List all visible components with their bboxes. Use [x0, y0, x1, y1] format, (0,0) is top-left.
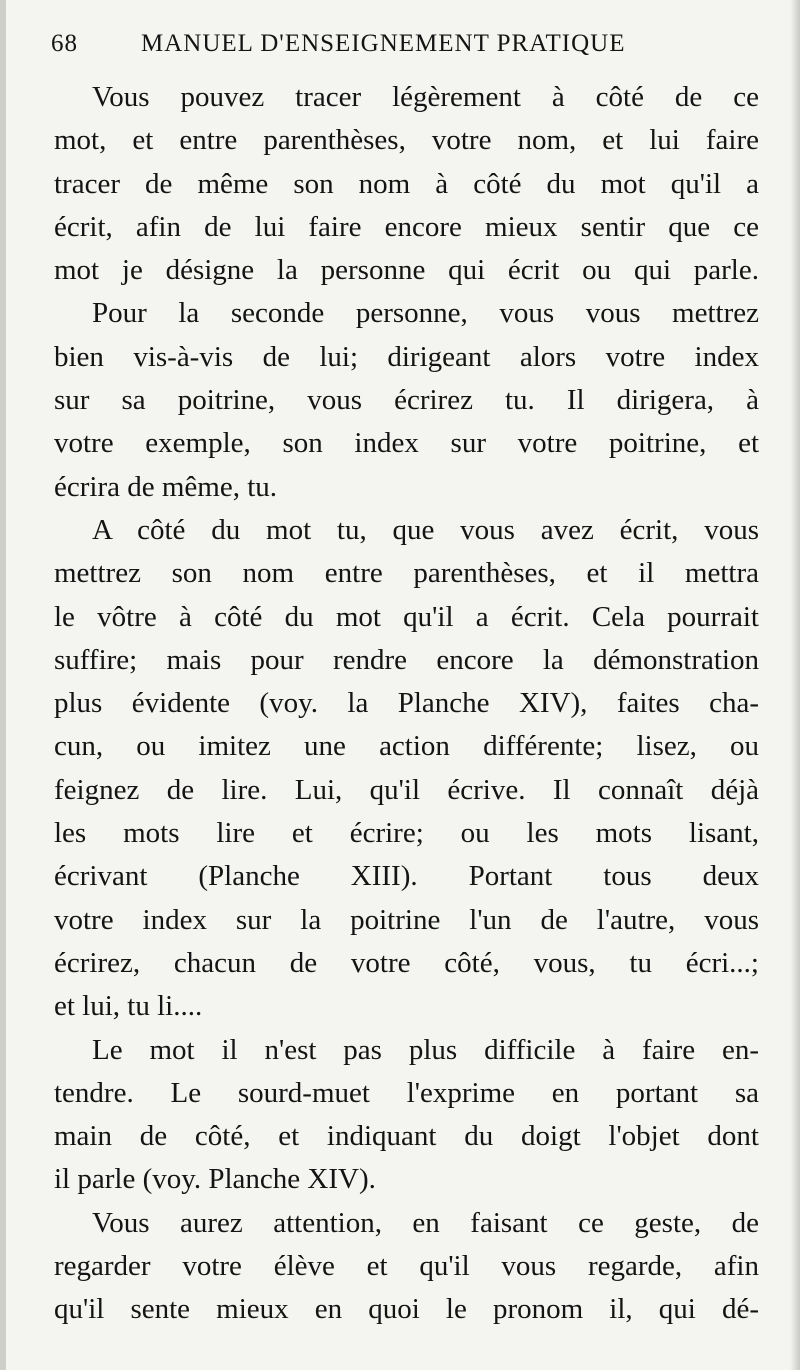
- text-line: Vous aurez attention, en faisant ce geste, de: [92, 1206, 759, 1239]
- text-line: qu'il sente mieux en quoi le pronom il, qui dé-: [54, 1293, 759, 1326]
- text-line: mettrez son nom entre parenthèses, et il mettra: [54, 557, 759, 590]
- text-line: plus évidente (voy. la Planche XIV), faites cha-: [54, 687, 759, 720]
- text-line: mot je désigne la personne qui écrit ou qui parle.: [54, 254, 759, 287]
- running-title: MANUEL D'ENSEIGNEMENT PRATIQUE: [141, 30, 626, 57]
- text-line: écrira de même, tu.: [54, 470, 278, 503]
- page-number: 68: [51, 30, 78, 57]
- text-line: écrivant (Planche XIII). Portant tous deux: [54, 860, 759, 893]
- text-line: bien vis-à-vis de lui; dirigeant alors votre index: [54, 340, 759, 373]
- text-line: feignez de lire. Lui, qu'il écrive. Il connaît déjà: [54, 773, 759, 806]
- text-line: tendre. Le sourd-muet l'exprime en portant sa: [54, 1076, 759, 1109]
- text-line: Le mot il n'est pas plus difficile à faire en-: [92, 1033, 759, 1066]
- text-line: les mots lire et écrire; ou les mots lisant,: [54, 817, 759, 850]
- text-line: et lui, tu li....: [54, 990, 203, 1023]
- text-line: A côté du mot tu, que vous avez écrit, vous: [92, 513, 759, 546]
- text-line: cun, ou imitez une action différente; lisez, ou: [54, 730, 759, 763]
- text-line: sur sa poitrine, vous écrirez tu. Il dirigera, à: [54, 384, 759, 417]
- text-line: main de côté, et indiquant du doigt l'objet dont: [54, 1120, 759, 1153]
- running-head: [51, 30, 771, 70]
- text-line: Vous pouvez tracer légèrement à côté de ce: [92, 81, 759, 113]
- page-edge-shadow: [790, 0, 800, 1370]
- text-line: regarder votre élève et qu'il vous regarde, afin: [54, 1250, 759, 1283]
- text-line: votre index sur la poitrine l'un de l'autre, vous: [54, 903, 759, 936]
- text-line: tracer de même son nom à côté du mot qu'il a: [54, 167, 759, 200]
- text-line: mot, et entre parenthèses, votre nom, et lui faire: [54, 124, 759, 157]
- text-line: écrirez, chacun de votre côté, vous, tu écri...;: [54, 946, 759, 979]
- text-line: votre exemple, son index sur votre poitrine, et: [54, 427, 759, 460]
- text-line: écrit, afin de lui faire encore mieux sentir que ce: [54, 210, 759, 243]
- text-line: il parle (voy. Planche XIV).: [54, 1163, 376, 1196]
- body-text: [54, 76, 759, 1332]
- text-line: le vôtre à côté du mot qu'il a écrit. Cela pourrait: [54, 600, 759, 633]
- text-line: suffire; mais pour rendre encore la démonstration: [54, 643, 759, 676]
- text-line: Pour la seconde personne, vous vous mettrez: [92, 297, 759, 330]
